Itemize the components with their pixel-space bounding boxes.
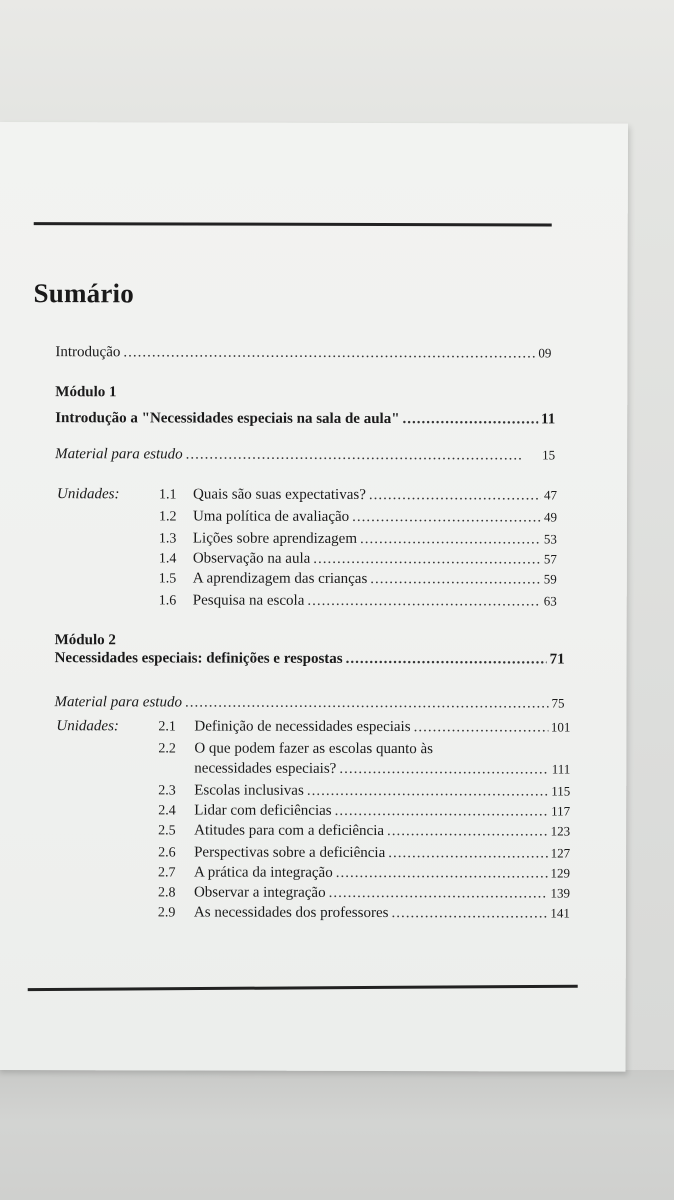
leader-dots <box>391 905 547 922</box>
background-surface <box>0 1070 674 1200</box>
unit-number: 2.2 <box>158 741 176 757</box>
toc-entry <box>194 719 570 737</box>
leader-dots <box>339 761 548 779</box>
module-2-material <box>54 694 564 712</box>
module-1-page: 11 <box>541 411 556 428</box>
toc-entry <box>194 865 570 883</box>
module-2-heading: Módulo 2 <box>54 632 116 649</box>
toc-entry-page: 63 <box>543 593 557 609</box>
unit-number: 1.1 <box>159 487 177 503</box>
book-page <box>0 122 628 1072</box>
leader-dots <box>185 694 549 712</box>
toc-entry-label: A prática da integração <box>194 864 333 881</box>
bottom-rule <box>28 985 578 991</box>
toc-entry <box>193 551 557 569</box>
toc-entry-page: 123 <box>550 823 571 839</box>
toc-entry-label: As necessidades dos professores <box>193 904 389 922</box>
toc-entry-page: 117 <box>551 803 571 819</box>
leader-dots <box>123 344 535 362</box>
unit-number: 2.6 <box>158 845 176 861</box>
toc-entry <box>193 571 557 589</box>
module-1-material <box>55 446 555 464</box>
toc-entry-label: Definição de necessidades especiais <box>194 718 411 736</box>
toc-entry <box>193 509 557 527</box>
toc-entry-page: 09 <box>538 345 552 361</box>
leader-dots <box>388 845 547 862</box>
leader-dots <box>360 531 541 548</box>
leader-dots <box>414 719 548 736</box>
module-1-heading: Módulo 1 <box>55 384 117 401</box>
toc-entry-label: Uma política de avaliação <box>192 508 350 525</box>
module-1-unidades-label: Unidades: <box>57 486 120 503</box>
toc-entry-label: Lições sobre aprendizagem <box>192 530 358 547</box>
toc-entry-label: Pesquisa na escola <box>192 592 305 609</box>
toc-entry <box>194 905 570 923</box>
module-1-title <box>55 410 555 428</box>
toc-entry <box>194 803 570 821</box>
material-label: Material para estudo <box>55 446 183 463</box>
toc-entry-page: 115 <box>551 783 571 799</box>
toc-entry <box>193 593 557 611</box>
toc-entry-page: 101 <box>550 719 571 735</box>
toc-entry <box>194 783 570 801</box>
toc-entry <box>194 761 570 779</box>
toc-entry <box>193 487 557 505</box>
toc-entry-label: Introdução <box>55 344 121 361</box>
material-label: Material para estudo <box>54 694 183 711</box>
leader-dots <box>346 651 547 669</box>
toc-entry-label: Lidar com deficiências <box>194 802 332 819</box>
leader-dots <box>335 803 549 821</box>
unit-number: 2.7 <box>158 865 176 881</box>
leader-dots <box>313 551 541 569</box>
unit-number: 1.2 <box>158 509 177 525</box>
leader-dots <box>307 593 540 611</box>
toc-entry <box>194 845 570 863</box>
toc-entry-page: 59 <box>543 571 557 587</box>
unit-number: 2.8 <box>157 885 176 901</box>
toc-entry-label: A aprendizagem das crianças <box>192 570 368 587</box>
leader-dots <box>352 509 541 526</box>
unit-number: 1.5 <box>158 571 177 587</box>
toc-entry-page: 127 <box>550 845 571 861</box>
toc-entry-page: 141 <box>550 905 570 921</box>
leader-dots <box>370 571 541 588</box>
toc-entry-page: 53 <box>543 531 557 547</box>
unit-number: 2.5 <box>158 823 176 839</box>
module-2-title-text: Necessidades especiais: definições e respostas <box>54 650 343 667</box>
toc-entry-label: Atitudes para com a deficiência <box>194 822 385 840</box>
page-title: Sumário <box>33 278 135 309</box>
toc-entry-page: 57 <box>543 551 557 567</box>
material-page: 75 <box>551 695 565 711</box>
leader-dots <box>403 411 539 428</box>
unit-number: 1.6 <box>158 593 177 609</box>
module-2-title <box>55 650 565 668</box>
toc-entry <box>193 531 557 549</box>
leader-dots <box>329 885 548 903</box>
leader-dots <box>336 865 548 883</box>
module-2-page: 71 <box>549 651 565 668</box>
unit-number: 2.1 <box>158 719 176 735</box>
toc-entry-intro <box>55 344 551 362</box>
unit-number: 1.3 <box>158 531 177 547</box>
toc-entry-page: 129 <box>550 865 571 881</box>
top-rule <box>34 222 552 226</box>
leader-dots <box>369 487 541 504</box>
toc-entry-page: 49 <box>543 509 557 525</box>
leader-dots <box>307 783 548 801</box>
module-1-title-text: Introdução a "Necessidades especiais na sala de aula" <box>55 410 400 428</box>
material-page: 15 <box>542 447 556 463</box>
toc-entry-page: 47 <box>544 487 558 503</box>
toc-entry-label: Observação na aula <box>192 550 311 567</box>
unit-number: 1.4 <box>158 551 177 567</box>
unit-number: 2.3 <box>158 783 176 799</box>
toc-entry-page: 111 <box>551 761 571 777</box>
unit-number: 2.4 <box>158 803 176 819</box>
unit-label: O que podem fazer as escolas quanto às <box>194 740 434 758</box>
leader-dots <box>186 446 524 464</box>
toc-entry-label: Escolas inclusivas <box>194 782 304 799</box>
toc-entry <box>194 885 570 903</box>
toc-entry-label: Perspectivas sobre a deficiência <box>194 844 386 862</box>
toc-entry-label: necessidades especiais? <box>194 760 337 777</box>
toc-entry <box>194 823 570 841</box>
toc-entry-label: Quais são suas expectativas? <box>193 486 366 503</box>
unit-number: 2.9 <box>157 905 176 921</box>
toc-entry-page: 139 <box>550 885 571 901</box>
module-2-unidades-label: Unidades: <box>56 718 119 735</box>
toc-entry-label: Observar a integração <box>193 884 326 901</box>
leader-dots <box>387 823 548 840</box>
